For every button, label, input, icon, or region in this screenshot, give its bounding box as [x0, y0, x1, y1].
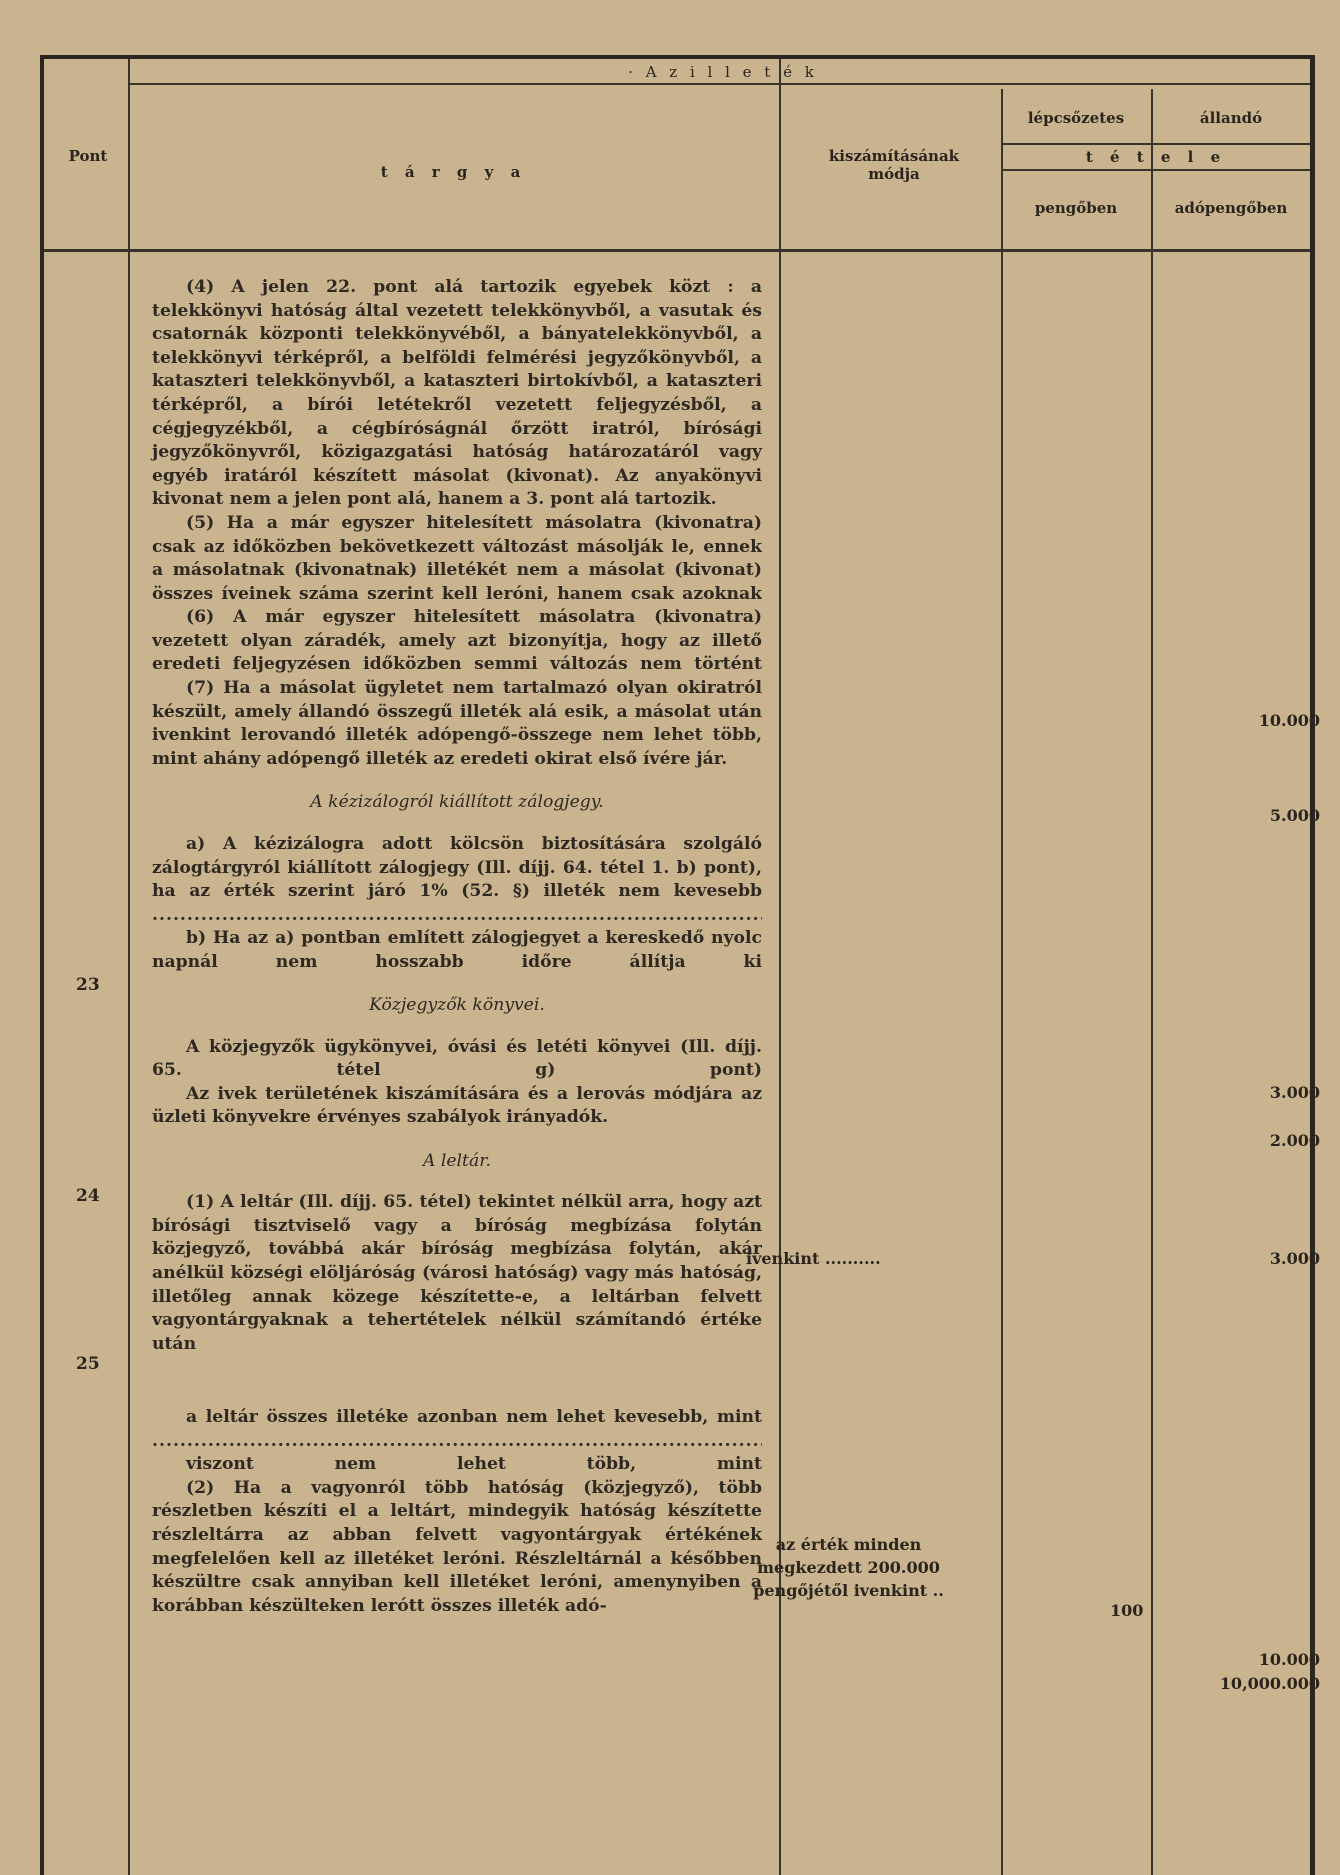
header-leposozetes: lépcsőzetes — [1027, 109, 1125, 127]
paragraph-24a: A közjegyzők ügykönyvei, óvási és letéti könyvei (Ill. díjj. 65. tétel g) pont) ..... — [152, 1036, 762, 1083]
paragraph-25a: (1) A leltár (Ill. díjj. 65. tétel) tekintet nélkül arra, hogy azt bírósági tisztviselő vagy a bíróság megbízása folytán közjegyző, továbbá akár bíróság megbízása folytán, akár anélkül községi elöljáróság (városi hatóság) vagy más hatóság, illetőleg annak közege készítette-e, a leltárban felvett vagyontárgyaknak a tehertételek nélkül számítandó értéke után ..... — [152, 1191, 762, 1356]
paragraph-23b: b) Ha az a) pontban említett zálogjegyet a kereskedő nyolc napnál nem hosszabb időre állítja ki ..... — [152, 927, 762, 974]
paragraph-6: (6) A már egyszer hitelesített másolatra (kivonatra) vezetett olyan záradék, amely azt bizonyítja, hogy az illető eredeti feljegyzésen időközben semmi változás nem történt ..... — [152, 606, 762, 677]
paragraph-25d: (2) Ha a vagyonról több hatóság (közjegyző), több részletben készíti el a leltárt, mindegyik hatóság készítette részleltárra az abban felvett vagyontárgyak értékének megfelelően kell az illetéket leróni. Részleltárnál a későbben készültre csak annyiban kell illetéket leróni, amenynyiben a korábban készülteken lerótt összes illeték adó- — [152, 1477, 762, 1616]
column-divider — [128, 59, 130, 1875]
paragraph-23a: a) A kézizálogra adott kölcsön biztosítására szolgáló zálogtárgyról kiállított zálogjegy (Ill. díjj. 64. tétel 1. b) pont), ha az érték szerint járó 1% (52. §) illeték nem kevesebb ..... — [152, 833, 762, 927]
paragraph-24b: Az ivek területének kiszámítására és a lerovás módjára az üzleti könyvekre érvényes szabályok irányadók. — [152, 1083, 762, 1128]
value-adopengo-23b: 2.000 — [1269, 1131, 1320, 1150]
point-number-25: 25 — [76, 1354, 100, 1374]
section-title-25: A leltár. — [423, 1150, 491, 1171]
paragraph-25b: a leltár összes illetéke azonban nem lehet kevesebb, mint ..... — [152, 1406, 762, 1453]
value-adopengo-23a: 3.000 — [1269, 1083, 1320, 1102]
header-az-illetek: · A z i l l e t é k — [628, 63, 818, 81]
header-rule — [128, 83, 1310, 85]
calc-method-25: az érték minden megkezdett 200.000 pengőjétől ivenkint .. — [753, 1535, 944, 1600]
value-adopengo-5: 10.000 — [1258, 711, 1320, 730]
section-title-23: A kézizálogról kiállított zálogjegy. — [310, 792, 604, 813]
section-title-24: Közjegyzők könyvei. — [369, 994, 545, 1015]
column-divider — [1151, 89, 1153, 1875]
header-targya: t á r g y a — [380, 163, 527, 181]
column-divider — [1001, 89, 1003, 1875]
calc-method-24: ivenkint .......... — [746, 1249, 881, 1268]
header-adopengoben: adópengőben — [1174, 199, 1288, 217]
header-rule — [1001, 169, 1310, 171]
value-adopengo-24: 3.000 — [1269, 1249, 1320, 1268]
value-adopengo-25-min: 10.000 — [1258, 1650, 1320, 1669]
value-pengo-25: 100 — [1110, 1601, 1144, 1620]
value-adopengo-25-max: 10,000.000 — [1219, 1674, 1320, 1693]
paragraph-4: (4) A jelen 22. pont alá tartozik egyebek közt : a telekkönyvi hatóság által vezetett telekkönyvből, a vasutak és csatornák központi telekkönyvéből, a bányatelekkönyvből, a telekkönyvi térképről, a belföldi felmérési jegyzőkönyvből, a kataszteri telekkönyvből, a kataszteri birtokívből, a kataszteri térképről, a bírói letétekről vezetett feljegyzésből, a cégjegyzékből, a cégbíróságnál őrzött iratról, bírósági jegyzőkönyvről, közigazgatási hatóság határozatáról vagy egyéb iratáról készített másolat (kivonat). Az anyakönyvi kivonat nem a jelen pont alá, hanem a 3. pont alá tartozik. — [152, 277, 762, 510]
header-pont: Pont — [68, 147, 108, 165]
header-bottom-rule — [44, 249, 1310, 252]
text-column — [152, 276, 762, 1618]
column-divider — [779, 59, 781, 1875]
value-adopengo-6: 5.000 — [1269, 806, 1320, 825]
paragraph-5: (5) Ha a már egyszer hitelesített másolatra (kivonatra) csak az időközben bekövetkezett változást másolják le, ennek a másolatnak (kivonatnak) illetékét nem a másolat (kivonat) összes íveinek száma szerint kell leróni, hanem csak azoknak ..... — [152, 512, 762, 606]
header-rule — [1001, 143, 1310, 145]
header-kiszamitas: kiszámításának módja — [828, 147, 960, 183]
header-pengoben: pengőben — [1034, 199, 1118, 217]
point-number-23: 23 — [76, 975, 100, 995]
point-number-24: 24 — [76, 1186, 100, 1206]
header-tetele: t é t e l e — [1085, 148, 1227, 166]
header-allando: állandó — [1199, 109, 1263, 127]
paragraph-7: (7) Ha a másolat ügyletet nem tartalmazó olyan okiratról készült, amely állandó összegű illeték alá esik, a másolat után ivenkint lerovandó illeték adópengő-összege nem lehet több, mint ahány adópengő illeték az eredeti okirat első ívére jár. — [152, 677, 762, 769]
paragraph-25c: viszont nem lehet több, mint ..... — [152, 1453, 762, 1477]
